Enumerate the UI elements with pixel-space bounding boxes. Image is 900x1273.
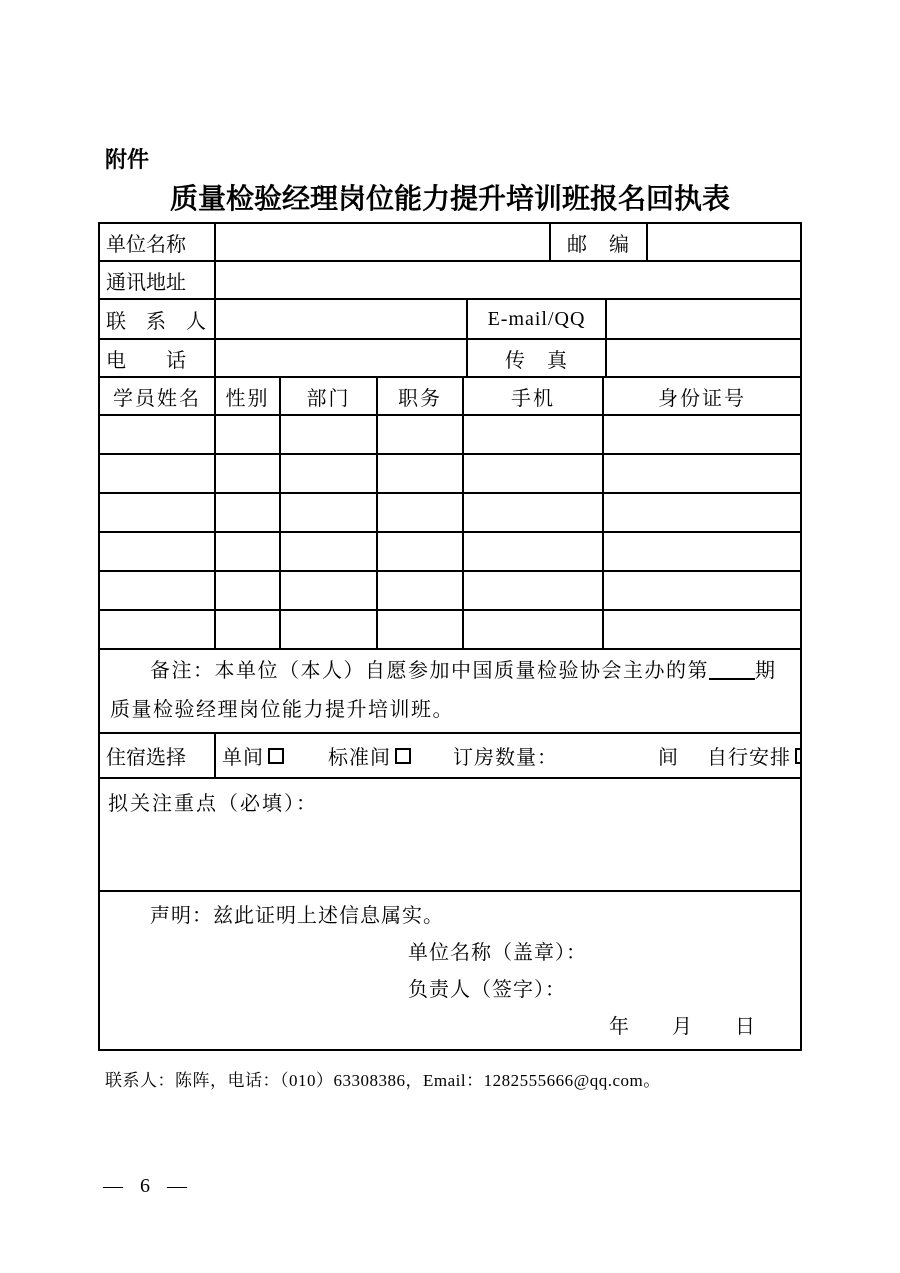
department-cell[interactable] [281,533,378,570]
student-row [100,416,800,455]
address-label: 通讯地址 [100,262,216,298]
option-self-arrange [707,741,800,770]
single-room-checkbox[interactable] [268,748,284,764]
standard-room-checkbox[interactable] [395,748,411,764]
row-phone [100,340,800,378]
self-arrange-checkbox[interactable] [795,748,800,764]
contact-person-field[interactable] [216,300,468,338]
student-row [100,611,800,650]
contact-person-label: 联 系 人 [100,300,216,338]
remark-line2: 质量检验经理岗位能力提升培训班。 [110,699,454,721]
id-number-cell[interactable] [604,494,800,531]
position-header: 职务 [378,378,464,414]
option-standard-room [328,741,411,770]
remark-text [100,650,800,732]
department-header: 部门 [281,378,378,414]
booking-unit-label: 间 [658,747,679,769]
gender-cell[interactable] [216,416,281,453]
gender-cell[interactable] [216,611,281,648]
page-title: 质量检验经理岗位能力提升培训班报名回执表 [169,184,730,215]
position-cell[interactable] [378,416,464,453]
position-cell[interactable] [378,572,464,609]
page-number: — 6 — [103,1175,193,1197]
email-label: E-mail/QQ [468,300,607,338]
student-name-cell[interactable] [100,533,216,570]
position-cell[interactable] [378,533,464,570]
gender-cell[interactable] [216,533,281,570]
id-number-cell[interactable] [604,572,800,609]
declaration-sign-label: 负责人（签字）： [408,979,566,1001]
email-field[interactable] [607,300,800,338]
unit-name-field[interactable] [216,224,551,260]
declaration-row [100,892,800,1049]
id-number-cell[interactable] [604,533,800,570]
declaration-block [100,892,800,1049]
student-header-row [100,378,800,416]
student-name-cell[interactable] [100,416,216,453]
position-cell[interactable] [378,611,464,648]
phone-label: 电 话 [100,340,216,376]
row-contact-person [100,300,800,340]
student-row [100,455,800,494]
postal-code-field[interactable] [648,224,800,260]
row-address [100,262,800,300]
gender-cell[interactable] [216,494,281,531]
id-number-cell[interactable] [604,416,800,453]
declaration-statement: 声明：兹此证明上述信息属实。 [150,905,444,927]
position-cell[interactable] [378,455,464,492]
declaration-date-label: 年 月 日 [609,1016,756,1038]
student-row [100,572,800,611]
student-name-header: 学员姓名 [100,378,216,414]
student-name-cell[interactable] [100,572,216,609]
row-unit-name [100,224,800,262]
unit-name-label: 单位名称 [100,224,216,260]
mobile-header: 手机 [464,378,604,414]
phone-field[interactable] [216,340,468,376]
standard-room-label: 标准间 [328,747,391,769]
mobile-cell[interactable] [464,533,604,570]
gender-cell[interactable] [216,572,281,609]
department-cell[interactable] [281,572,378,609]
student-row [100,533,800,572]
department-cell[interactable] [281,455,378,492]
position-cell[interactable] [378,494,464,531]
student-name-cell[interactable] [100,611,216,648]
student-name-cell[interactable] [100,455,216,492]
focus-label: 拟关注重点（必填）： [108,793,318,815]
focus-field[interactable] [100,779,800,890]
student-name-cell[interactable] [100,494,216,531]
mobile-cell[interactable] [464,494,604,531]
mobile-cell[interactable] [464,416,604,453]
department-cell[interactable] [281,416,378,453]
focus-row [100,779,800,892]
remark-line1 [110,652,792,691]
address-field[interactable] [216,262,800,298]
accommodation-label: 住宿选择 [100,734,216,777]
remark-row [100,650,800,734]
single-room-label: 单间 [222,747,264,769]
accommodation-row [100,734,800,779]
fax-label: 传 真 [468,340,607,376]
gender-cell[interactable] [216,455,281,492]
postal-code-label: 邮 编 [551,224,648,260]
self-arrange-label: 自行安排 [707,747,791,769]
id-number-cell[interactable] [604,611,800,648]
accommodation-options [216,734,800,777]
mobile-cell[interactable] [464,572,604,609]
registration-form-table [98,222,802,1051]
department-cell[interactable] [281,611,378,648]
mobile-cell[interactable] [464,611,604,648]
remark-line1-text: 备注：本单位（本人）自愿参加中国质量检验协会主办的第 [150,660,709,682]
student-row [100,494,800,533]
declaration-seal-label: 单位名称（盖章）： [408,942,587,964]
department-cell[interactable] [281,494,378,531]
option-single-room [222,741,284,770]
session-number-blank[interactable] [709,664,755,680]
remark-line1-suffix: 期 [755,660,777,682]
booking-quantity-label: 订房数量： [453,747,558,769]
gender-header: 性别 [216,378,281,414]
id-number-cell[interactable] [604,455,800,492]
contact-info-line: 联系人：陈阵，电话：（010）63308386，Email：1282555666@qq.com。 [105,1071,661,1090]
mobile-cell[interactable] [464,455,604,492]
attachment-label: 附件 [105,147,150,172]
fax-field[interactable] [607,340,800,376]
id-number-header: 身份证号 [658,387,746,410]
